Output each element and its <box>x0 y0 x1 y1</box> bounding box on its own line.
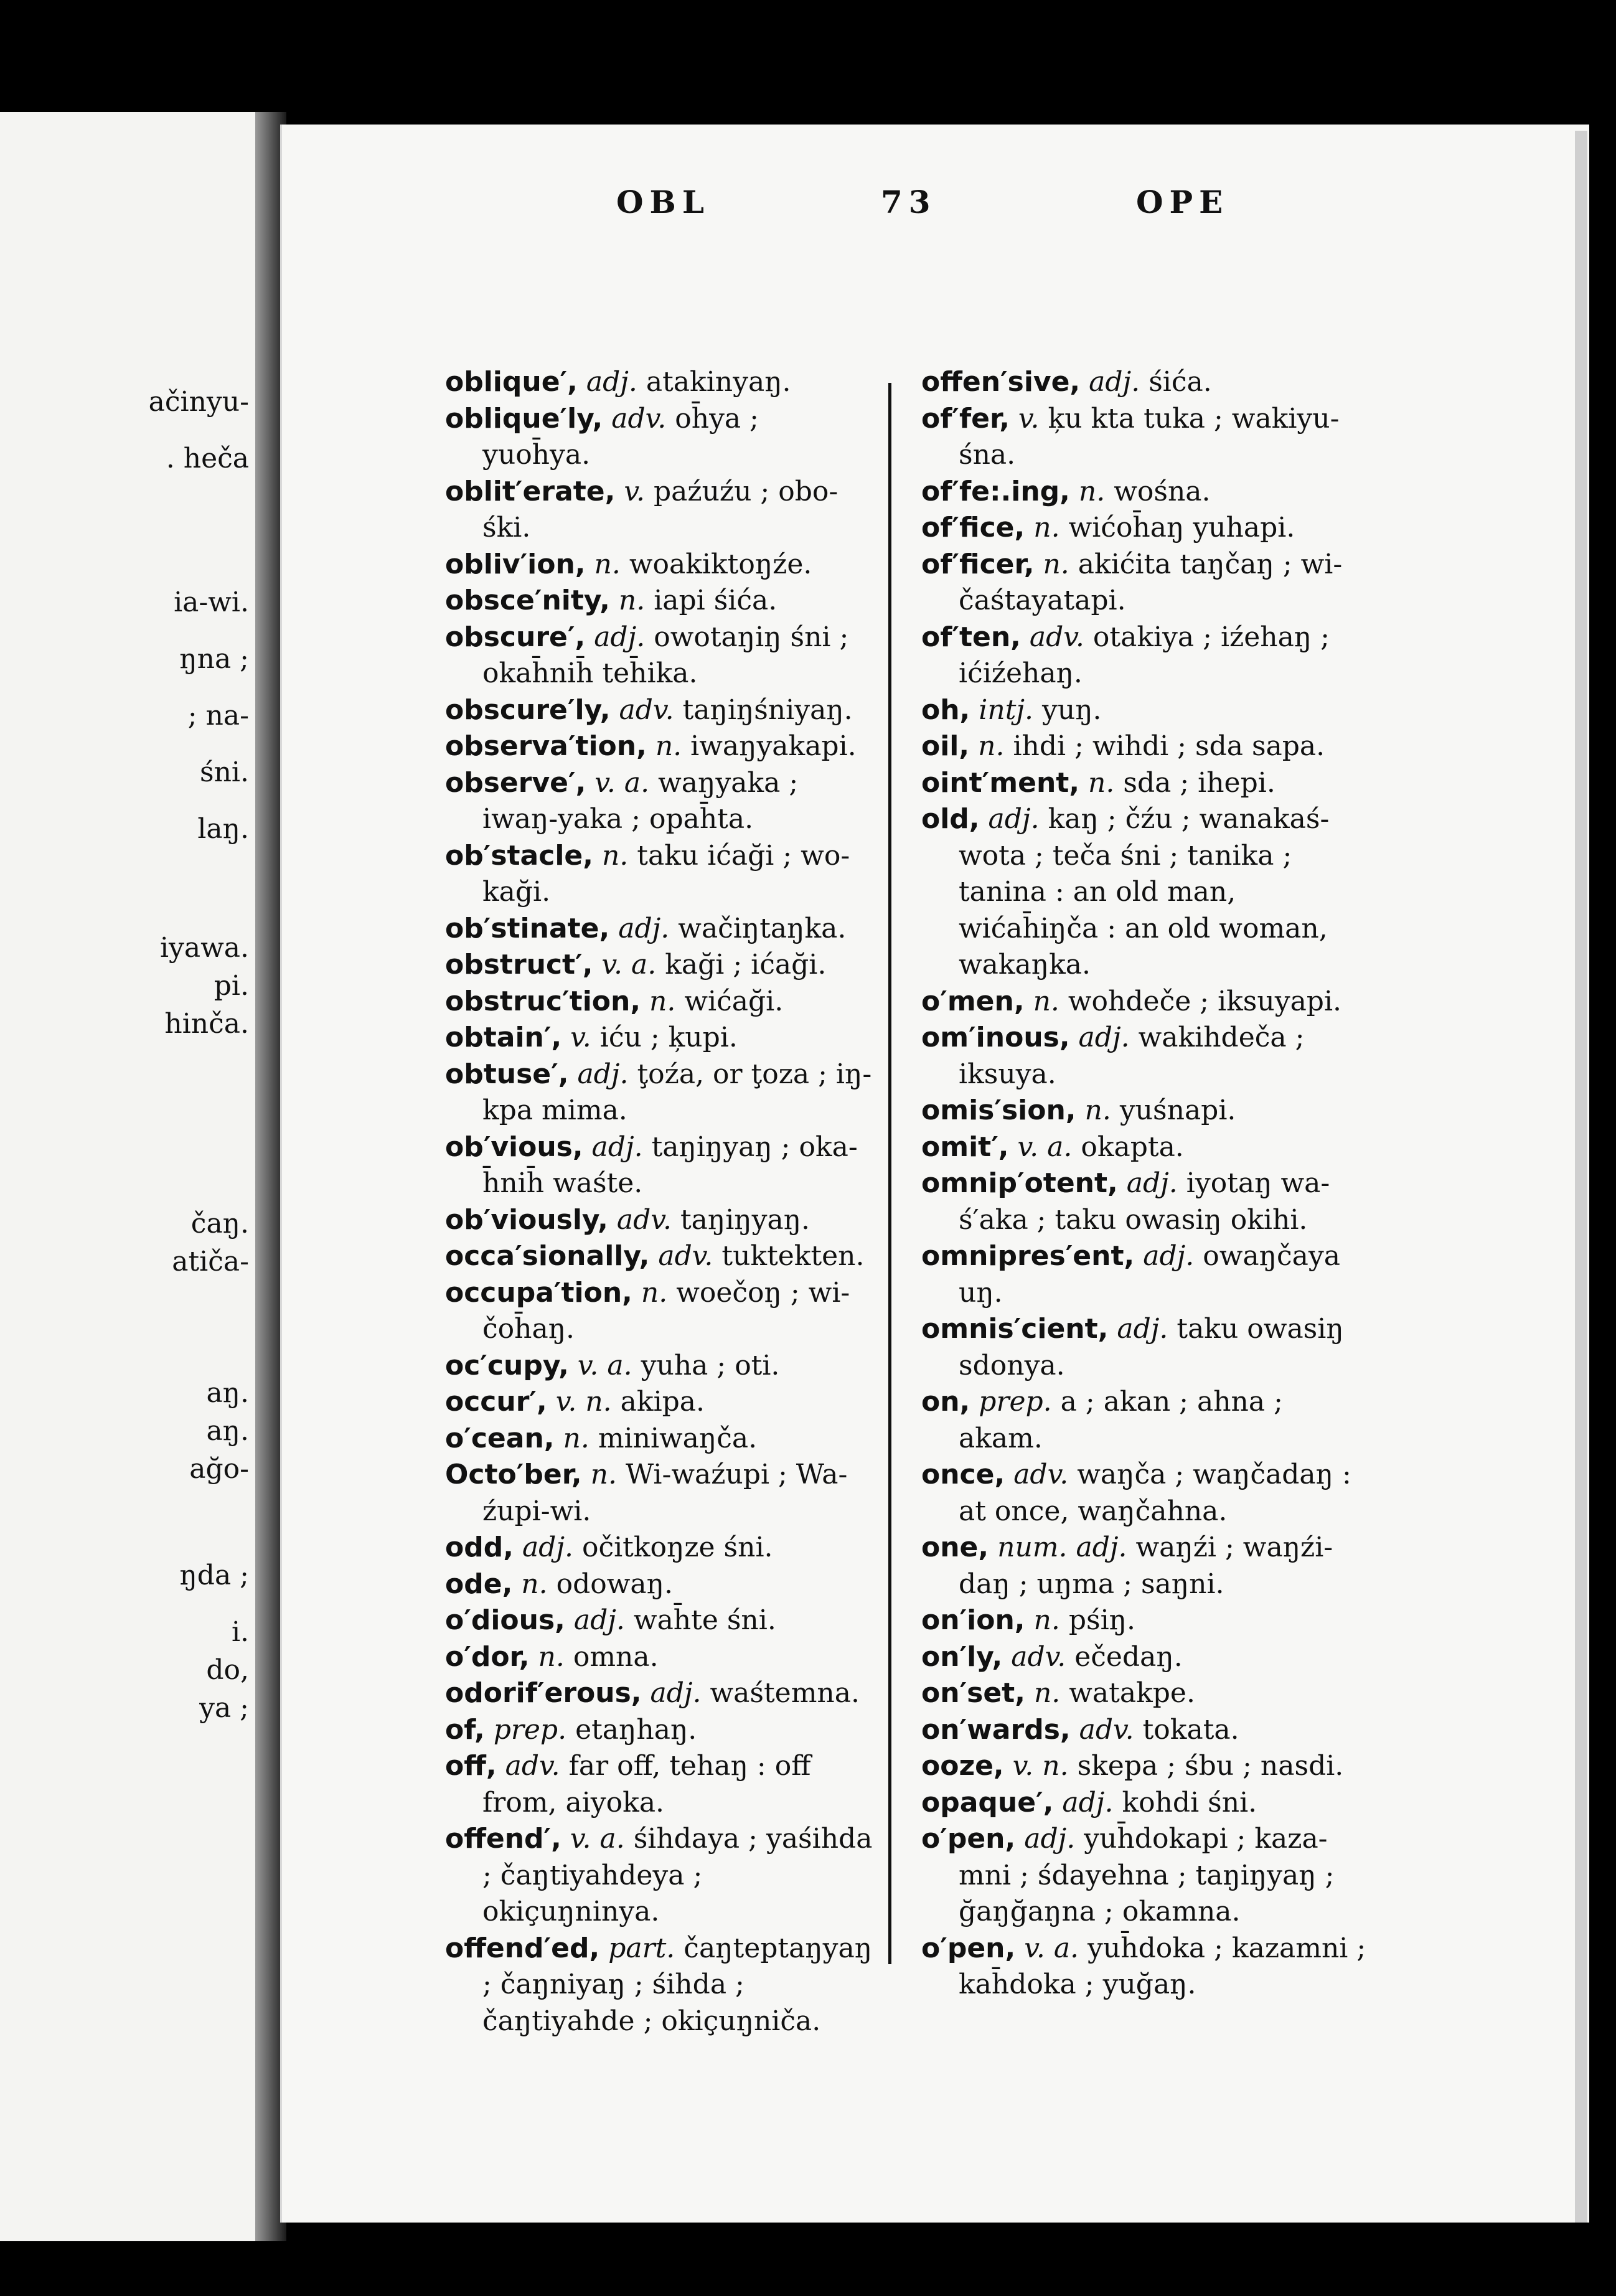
definition: okapta. <box>1081 1131 1184 1163</box>
part-of-speech: adj. <box>586 366 637 398</box>
part-of-speech: n. <box>590 1459 617 1490</box>
part-of-speech: adv. <box>619 694 674 726</box>
dictionary-entry <box>921 765 1369 802</box>
headword: oblique′ly, <box>445 402 603 435</box>
dictionary-entry <box>445 1020 875 1056</box>
headword: o′men, <box>921 985 1025 1017</box>
definition: Wi-waźupi ; Wa-źupi-wi. <box>482 1459 848 1527</box>
definition: woečoŋ ; wi-čoh̄aŋ. <box>482 1276 850 1345</box>
headword: offend′ed, <box>445 1932 600 1964</box>
definition: wakihdeča ; iksuya. <box>959 1022 1305 1090</box>
headword: odorif′erous, <box>445 1677 642 1709</box>
definition: owotaŋiŋ śni ; okah̄nih̄ teh̄ika. <box>482 621 849 689</box>
definition: waŋča ; waŋčadaŋ : at once, waŋčahna. <box>959 1459 1351 1527</box>
part-of-speech: adv. <box>1079 1713 1134 1746</box>
definition: kohdi śni. <box>1122 1786 1257 1818</box>
part-of-speech: adj. <box>1078 1022 1130 1053</box>
definition: tokata. <box>1142 1713 1239 1746</box>
definition: odowaŋ. <box>556 1568 673 1600</box>
headword: obstruc′tion, <box>445 985 641 1017</box>
definition: taŋiŋśniyaŋ. <box>682 694 853 726</box>
part-of-speech: adj. <box>1062 1786 1114 1818</box>
dictionary-entry <box>445 1530 875 1566</box>
headword: oblique′, <box>445 366 578 398</box>
headword: oil, <box>921 730 970 762</box>
definition: ečedaŋ. <box>1074 1640 1183 1673</box>
part-of-speech: adj. <box>594 621 646 653</box>
fragment-line: śni. <box>200 756 249 788</box>
definition: waŋźi ; waŋźi-daŋ ; uŋma ; saŋni. <box>959 1531 1333 1600</box>
definition: iću ; ķupi. <box>599 1022 738 1053</box>
part-of-speech: adv. <box>616 1203 672 1236</box>
dictionary-entry <box>921 1311 1369 1384</box>
headword: o′pen, <box>921 1932 1016 1964</box>
headword: omnip′otent, <box>921 1167 1118 1199</box>
dictionary-entry <box>445 1748 875 1821</box>
headword: occa′sionally, <box>445 1240 650 1272</box>
dictionary-entry <box>921 1931 1369 2003</box>
part-of-speech: num. adj. <box>997 1531 1127 1563</box>
headword: om′inous, <box>921 1022 1070 1053</box>
column-divider <box>888 383 891 1964</box>
headword: occur′, <box>445 1386 547 1418</box>
headword: of′fe:.ing, <box>921 475 1070 507</box>
dictionary-entry <box>445 1931 875 2040</box>
fragment-line: čaŋ. <box>190 1208 249 1240</box>
dictionary-entry <box>445 1056 875 1129</box>
definition: waśtemna. <box>710 1677 860 1709</box>
part-of-speech: adj. <box>1117 1313 1168 1345</box>
part-of-speech: adj. <box>1126 1167 1178 1199</box>
part-of-speech: n. <box>978 730 1005 762</box>
part-of-speech: n. <box>1043 548 1069 580</box>
dictionary-entry <box>921 1384 1369 1457</box>
fragment-line: ya ; <box>199 1692 249 1724</box>
part-of-speech: n. <box>594 548 621 580</box>
fragment-line: ŋda ; <box>179 1560 249 1591</box>
dictionary-entry <box>921 1129 1369 1166</box>
dictionary-entry <box>445 911 875 948</box>
headword: observe′, <box>445 766 586 799</box>
headword: off, <box>445 1750 497 1782</box>
dictionary-entry <box>445 583 875 619</box>
dictionary-entry <box>921 1093 1369 1129</box>
headword: omnis′cient, <box>921 1313 1109 1345</box>
headword: o′cean, <box>445 1422 555 1454</box>
part-of-speech: n. <box>563 1422 590 1454</box>
part-of-speech: v. a. <box>594 766 650 799</box>
headword: one, <box>921 1531 989 1563</box>
part-of-speech: n. <box>1033 512 1060 543</box>
page-number: 73 <box>881 184 937 220</box>
part-of-speech: n. <box>1033 1604 1060 1636</box>
dictionary-entry <box>921 1165 1369 1238</box>
headword: oc′cupy, <box>445 1349 569 1381</box>
dictionary-entry <box>921 364 1369 401</box>
headword: ob′viously, <box>445 1203 608 1236</box>
part-of-speech: v. <box>1018 402 1040 435</box>
part-of-speech: prep. <box>493 1713 567 1746</box>
part-of-speech: n. <box>649 985 676 1017</box>
definition: očitkoŋze śni. <box>581 1531 773 1563</box>
definition: yuśnapi. <box>1119 1094 1236 1126</box>
part-of-speech: adj. <box>577 1058 629 1090</box>
definition: watakpe. <box>1069 1677 1195 1709</box>
headword: obsce′nity, <box>445 585 610 616</box>
fragment-line: ; na- <box>187 700 249 732</box>
definition: wićaği. <box>684 985 784 1017</box>
definition: tuktekten. <box>721 1240 865 1272</box>
dictionary-entry <box>445 765 875 838</box>
dictionary-entry <box>445 1348 875 1385</box>
headword: of′fice, <box>921 512 1025 543</box>
definition: far off, tehaŋ : off from, aiyoka. <box>482 1750 811 1818</box>
dictionary-entry <box>921 619 1369 692</box>
dictionary-entry <box>445 692 875 729</box>
dictionary-entry <box>445 947 875 984</box>
headword: on′wards, <box>921 1713 1071 1746</box>
definition: paźuźu ; obo-śki. <box>482 475 839 543</box>
dictionary-entry <box>445 1566 875 1603</box>
part-of-speech: n. <box>1088 766 1115 799</box>
definition: čaŋteptaŋyaŋ ; čaŋniyaŋ ; śihda ; čaŋtiyahde ; okiçuŋniča. <box>482 1932 873 2037</box>
headword: obtuse′, <box>445 1058 569 1090</box>
part-of-speech: n. <box>618 585 646 616</box>
definition: wośna. <box>1114 475 1211 507</box>
dictionary-entry <box>445 1602 875 1639</box>
definition: skepa ; śbu ; nasdi. <box>1077 1750 1344 1782</box>
dictionary-entry <box>921 510 1369 547</box>
dictionary-entry <box>921 692 1369 729</box>
dictionary-entry <box>445 401 875 474</box>
definition: kaŋ ; čźu ; wanakaś-wota ; teča śni ; tanika ; tanina : an old man, wićah̄iŋča : an old woman, wakaŋka. <box>959 803 1330 981</box>
headword: observa′tion, <box>445 730 647 762</box>
headword: odd, <box>445 1531 514 1563</box>
headword: on′set, <box>921 1677 1025 1709</box>
dictionary-entry <box>445 1238 875 1275</box>
part-of-speech: adj. <box>988 803 1040 835</box>
part-of-speech: adj. <box>1024 1823 1076 1855</box>
part-of-speech: v. <box>624 475 645 507</box>
headword: old, <box>921 803 980 835</box>
headword: oint′ment, <box>921 766 1080 799</box>
definition: wah̄te śni. <box>633 1604 776 1636</box>
part-of-speech: n. <box>1033 1677 1061 1709</box>
definition: otakiya ; iźehaŋ ; ićiźehaŋ. <box>959 621 1330 689</box>
dictionary-entry <box>445 1275 875 1348</box>
headword: o′dor, <box>445 1640 530 1673</box>
headword: oblit′erate, <box>445 475 616 507</box>
definition: etaŋhaŋ. <box>575 1713 697 1746</box>
part-of-speech: adv. <box>1011 1640 1066 1673</box>
dictionary-entry <box>445 838 875 911</box>
fragment-line: ŋna ; <box>179 643 249 675</box>
headword: of′ten, <box>921 621 1021 653</box>
headword: offen′sive, <box>921 366 1081 398</box>
headword: obscure′, <box>445 621 586 653</box>
part-of-speech: adv. <box>505 1750 560 1782</box>
headword: ob′stacle, <box>445 839 593 872</box>
dictionary-entry <box>445 1821 875 1931</box>
definition: śihdaya ; yaśihda ; čaŋtiyahdeya ; okiçuŋninya. <box>482 1823 873 1927</box>
headword: obliv′ion, <box>445 548 586 580</box>
dictionary-entry <box>445 984 875 1020</box>
definition: oh̄ya ; yuoh̄ya. <box>482 402 759 471</box>
dictionary-entry <box>445 1639 875 1676</box>
part-of-speech: n. <box>601 839 629 872</box>
headword: o′pen, <box>921 1823 1016 1855</box>
part-of-speech: v. n. <box>1012 1750 1069 1782</box>
part-of-speech: prep. <box>979 1386 1052 1418</box>
definition: ţoźa, or ţoza ; iŋ-kpa mima. <box>482 1058 872 1126</box>
headword: opaque′, <box>921 1786 1054 1818</box>
page-edge <box>1575 131 1587 2223</box>
dictionary-entry <box>445 1384 875 1421</box>
definition: iapi śića. <box>654 585 777 616</box>
dictionary-entry <box>445 364 875 401</box>
dictionary-entry <box>921 1675 1369 1712</box>
headword: omit′, <box>921 1131 1009 1163</box>
dictionary-entry <box>921 801 1369 984</box>
headword: o′dious, <box>445 1604 565 1636</box>
dictionary-entry <box>921 1238 1369 1311</box>
part-of-speech: adj. <box>650 1677 702 1709</box>
fragment-line: pi. <box>214 970 249 1002</box>
fragment-line: ačinyu- <box>148 386 249 418</box>
headword: occupa′tion, <box>445 1276 632 1309</box>
dictionary-entry <box>445 728 875 765</box>
headword: offend′, <box>445 1823 561 1855</box>
headword: ob′stinate, <box>445 912 610 944</box>
definition: wićoh̄aŋ yuhapi. <box>1068 512 1295 543</box>
definition: taku ićaği ; wo-kaği. <box>482 839 850 908</box>
part-of-speech: v. a. <box>1017 1131 1073 1163</box>
headword: ob′vious, <box>445 1131 583 1163</box>
dictionary-entry <box>921 1602 1369 1639</box>
guide-word-left: OBL <box>616 184 710 220</box>
part-of-speech: v. <box>570 1022 591 1053</box>
definition: taku owasiŋ sdonya. <box>959 1313 1344 1381</box>
part-of-speech: adv. <box>1029 621 1084 653</box>
part-of-speech: n. <box>521 1568 548 1600</box>
part-of-speech: v. a. <box>601 949 657 981</box>
dictionary-entry <box>445 1129 875 1202</box>
definition: yuh̄dokapi ; kaza-mni ; śdayehna ; taŋiŋyaŋ ; ğaŋğaŋna ; okamna. <box>959 1823 1335 1927</box>
dictionary-entry <box>445 1421 875 1457</box>
definition: yuh̄doka ; kazamni ; kah̄doka ; yuğaŋ. <box>959 1932 1366 2000</box>
definition: akipa. <box>620 1386 705 1418</box>
definition: śića. <box>1149 366 1212 398</box>
definition: kaği ; ićaği. <box>665 949 827 981</box>
fragment-line: iyawa. <box>159 932 249 964</box>
part-of-speech: intj. <box>979 694 1034 726</box>
fragment-line: hinča. <box>164 1008 249 1040</box>
definition: ķu kta tuka ; wakiyu-śna. <box>959 402 1340 471</box>
dictionary-entry <box>445 619 875 692</box>
dictionary-entry <box>921 1712 1369 1749</box>
definition: miniwaŋča. <box>598 1422 758 1454</box>
part-of-speech: n. <box>655 730 682 762</box>
definition: taŋiŋyaŋ. <box>680 1203 810 1236</box>
headword: omnipres′ent, <box>921 1240 1135 1272</box>
part-of-speech: part. <box>608 1932 675 1964</box>
left-page-fragments <box>0 374 249 1736</box>
part-of-speech: v. n. <box>555 1386 612 1418</box>
part-of-speech: adv. <box>1013 1459 1069 1490</box>
dictionary-entry <box>921 1785 1369 1822</box>
fragment-line: ağo- <box>189 1453 249 1485</box>
headword: ode, <box>445 1568 513 1600</box>
definition: wačiŋtaŋka. <box>678 912 847 944</box>
fragment-line: aŋ. <box>206 1377 249 1409</box>
definition: atakinyaŋ. <box>646 366 791 398</box>
dictionary-entry <box>445 1457 875 1530</box>
part-of-speech: n. <box>1084 1094 1111 1126</box>
fragment-line: laŋ. <box>197 813 249 845</box>
dictionary-entry <box>921 474 1369 510</box>
headword: obtain′, <box>445 1022 562 1053</box>
part-of-speech: adj. <box>573 1604 625 1636</box>
fragment-line: ia-wi. <box>174 586 249 618</box>
part-of-speech: v. a. <box>577 1349 632 1381</box>
headword: on, <box>921 1386 970 1418</box>
definition: omna. <box>573 1640 659 1673</box>
dictionary-entry <box>445 547 875 583</box>
definition: waŋyaka ; iwaŋ-yaka ; opah̄ta. <box>482 766 799 835</box>
dictionary-entry <box>445 1675 875 1712</box>
dictionary-entry <box>921 547 1369 619</box>
dictionary-entry <box>921 1821 1369 1931</box>
definition: wohdeče ; iksuyapi. <box>1068 985 1342 1017</box>
part-of-speech: adj. <box>591 1131 643 1163</box>
dictionary-entry <box>921 1457 1369 1530</box>
part-of-speech: v. a. <box>1024 1932 1079 1964</box>
dictionary-entry <box>921 1530 1369 1602</box>
part-of-speech: adv. <box>658 1240 713 1272</box>
part-of-speech: n. <box>538 1640 565 1673</box>
part-of-speech: adj. <box>1143 1240 1195 1272</box>
definition: iwaŋyakapi. <box>690 730 857 762</box>
dictionary-entry <box>445 474 875 547</box>
headword: of′ficer, <box>921 548 1035 580</box>
definition: owaŋčaya uŋ. <box>959 1240 1340 1309</box>
dictionary-entry <box>921 1639 1369 1676</box>
part-of-speech: adj. <box>618 912 670 944</box>
definition: iyotaŋ wa-ś′aka ; taku owasiŋ okihi. <box>959 1167 1330 1236</box>
headword: on′ion, <box>921 1604 1025 1636</box>
definition: a ; akan ; ahna ; akam. <box>959 1386 1283 1454</box>
definition: woakiktoŋźe. <box>629 548 812 580</box>
part-of-speech: adv. <box>611 402 667 435</box>
headword: obstruct′, <box>445 949 593 981</box>
dictionary-entry <box>921 1748 1369 1785</box>
dictionary-entry <box>921 401 1369 474</box>
fragment-line: atiča- <box>172 1246 249 1277</box>
headword: of′fer, <box>921 402 1010 435</box>
headword: obscure′ly, <box>445 694 611 726</box>
fragment-line: i. <box>231 1616 249 1648</box>
fragment-line: aŋ. <box>206 1415 249 1447</box>
part-of-speech: adj. <box>1089 366 1140 398</box>
fragment-line: do, <box>206 1654 249 1686</box>
part-of-speech: n. <box>1078 475 1106 507</box>
column-left <box>445 364 875 2040</box>
headword: on′ly, <box>921 1640 1003 1673</box>
definition: pśiŋ. <box>1068 1604 1135 1636</box>
definition: yuha ; oti. <box>641 1349 780 1381</box>
dictionary-entry <box>445 1712 875 1749</box>
definition: sda ; ihepi. <box>1123 766 1275 799</box>
part-of-speech: n. <box>641 1276 668 1309</box>
dictionary-entry <box>921 728 1369 765</box>
part-of-speech: n. <box>1033 985 1059 1017</box>
part-of-speech: adj. <box>522 1531 573 1563</box>
part-of-speech: v. a. <box>570 1823 625 1855</box>
guide-word-right: OPE <box>1136 184 1229 220</box>
definition: akićita taŋčaŋ ; wi-čaśtayatapi. <box>959 548 1343 616</box>
headword: omis′sion, <box>921 1094 1076 1126</box>
headword: once, <box>921 1459 1005 1490</box>
dictionary-entry <box>445 1202 875 1239</box>
left-page <box>0 112 268 2241</box>
headword: Octo′ber, <box>445 1459 582 1490</box>
dictionary-entry <box>921 984 1369 1020</box>
definition: ihdi ; wihdi ; sda sapa. <box>1013 730 1325 762</box>
fragment-line: . heča <box>166 443 249 474</box>
definition: taŋiŋyaŋ ; oka-h̄nih̄ waśte. <box>482 1131 858 1199</box>
column-right <box>921 364 1369 2003</box>
headword: of, <box>445 1713 485 1746</box>
headword: ooze, <box>921 1750 1004 1782</box>
definition: yuŋ. <box>1042 694 1102 726</box>
headword: oh, <box>921 694 970 726</box>
dictionary-entry <box>921 1020 1369 1093</box>
